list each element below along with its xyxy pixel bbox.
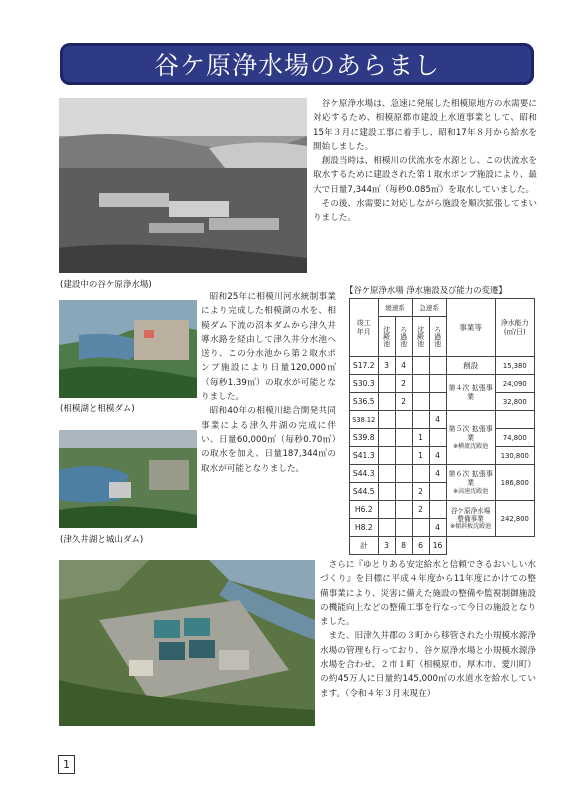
intro-paragraph: 創設当時は、相模川の伏流水を水源とし、この伏流水を取水するために建設された第１取水ポンプ施設により、最大で日量7,344㎥（毎秒0.085㎥）を取水していました。 [313, 156, 537, 195]
construction-photo [59, 98, 307, 273]
capacity-table [349, 298, 535, 555]
sub-roka: ろ過池 [429, 317, 446, 357]
middle-paragraph: 昭和25年に相模川河水統制事業により完成した相模湖の水を、相模ダム下流の沼本ダムから津久井導水路を経由して津久井分水池へ送り、この分水池から第２取水ポンプ施設により日量120,000㎥（毎秒1.39㎥）の取水が可能となりました。 [201, 292, 336, 403]
table-total-row: 計 3 8 6 16 [350, 537, 535, 555]
capacity-cell: 130,800 [495, 447, 534, 465]
table-row: S44.5 2 [350, 483, 535, 501]
table-row: H6.2 2 谷ケ原浄水場 整備事業 ※傾斜板沈殿池 242,800 [350, 501, 535, 519]
tsukui-photo [59, 430, 197, 528]
table-row: S17.2 3 4 創設 15,380 [350, 357, 535, 375]
capacity-cell: 24,090 [495, 375, 534, 393]
table-row: H8.2 4 [350, 519, 535, 537]
capacity-cell [495, 411, 534, 429]
sub-chinden: 沈殿池 [378, 317, 395, 357]
construction-caption: (建設中の谷ケ原浄水場) [60, 280, 152, 290]
bottom-paragraph: さらに『ゆとりある安定給水と信頼できるおいしい水づくり』を目標に平成４年度から11年度にかけての整備事業により、災害に備えた施設の整備や監視制御施設の機能向上などの整備工事を行なって今日の施設となりました。 [320, 560, 536, 628]
sagamiko-photo [59, 300, 197, 398]
intro-text [313, 97, 537, 226]
page-title-banner [60, 43, 534, 85]
bottom-text [320, 558, 536, 701]
table-row: S44.3 4 第６次 拡張事業 ※高速沈殿池 186,800 [350, 465, 535, 483]
project-cell: 第６次 拡張事業 ※高速沈殿池 [446, 465, 495, 501]
capacity-cell: 186,800 [495, 465, 534, 501]
header-capacity: 浄水能力(㎥/日) [495, 299, 534, 357]
project-cell: 谷ケ原浄水場 整備事業 ※傾斜板沈殿池 [446, 501, 495, 537]
middle-text [201, 290, 336, 476]
project-cell: 第４次 拡張事業 [446, 375, 495, 411]
sub-roka: ろ過池 [395, 317, 412, 357]
sagamiko-caption: (相模湖と相模ダム) [60, 404, 135, 414]
table-row: S38.12 4 第５次 拡張事業 ※横流沈殿池 [350, 411, 535, 429]
aerial-photo [59, 560, 315, 726]
sub-chinden: 沈殿池 [412, 317, 429, 357]
table-row: S41.3 1 4 130,800 [350, 447, 535, 465]
bottom-paragraph: また、旧津久井郡の３町から移管された小規模水源浄水場の管理も行っており、谷ケ原浄水場と小規模水源浄水場を合わせ、２市１町（相模原市、厚木市、愛川町）の約45万人に日量約145,000㎥の水道水を給水しています。（令和４年３月末現在） [320, 631, 536, 699]
project-cell: 創設 [446, 357, 495, 375]
header-slow: 緩速系 [378, 299, 412, 317]
page-title: 谷ケ原浄水場のあらまし [153, 51, 440, 80]
tsukui-caption: (津久井湖と城山ダム) [60, 535, 144, 545]
page-number: 1 [58, 755, 75, 774]
intro-paragraph: その後、水需要に対応しながら施設を順次拡張してまいりました。 [313, 199, 537, 224]
table-row: S36.5 2 32,800 [350, 393, 535, 411]
intro-paragraph: 谷ケ原浄水場は、急速に発展した相模原地方の水需要に対応するため、相模原都市建設上水道事業として、昭和15年３月に建設工事に着手し、昭和17年８月から給水を開始しました。 [313, 99, 537, 152]
capacity-cell: 242,800 [495, 501, 534, 537]
middle-paragraph: 昭和40年の相模川総合開発共同事業による津久井湖の完成に伴い、日量60,000㎥（毎秒0.70㎥）の取水を加え、日量187,344㎥の取水が可能となりました。 [201, 406, 336, 474]
header-project: 事業等 [446, 299, 495, 357]
project-cell: 第５次 拡張事業 ※横流沈殿池 [446, 411, 495, 465]
capacity-cell: 32,800 [495, 393, 534, 411]
capacity-cell: 15,380 [495, 357, 534, 375]
table-row: S39.8 1 74,800 [350, 429, 535, 447]
table-title: 【谷ケ原浄水場 浄水施設及び能力の変遷】 [345, 285, 507, 295]
header-fast: 急速系 [412, 299, 446, 317]
table-row: S30.3 2 第４次 拡張事業 24,090 [350, 375, 535, 393]
capacity-cell: 74,800 [495, 429, 534, 447]
header-year: 竣工年月 [350, 299, 379, 357]
